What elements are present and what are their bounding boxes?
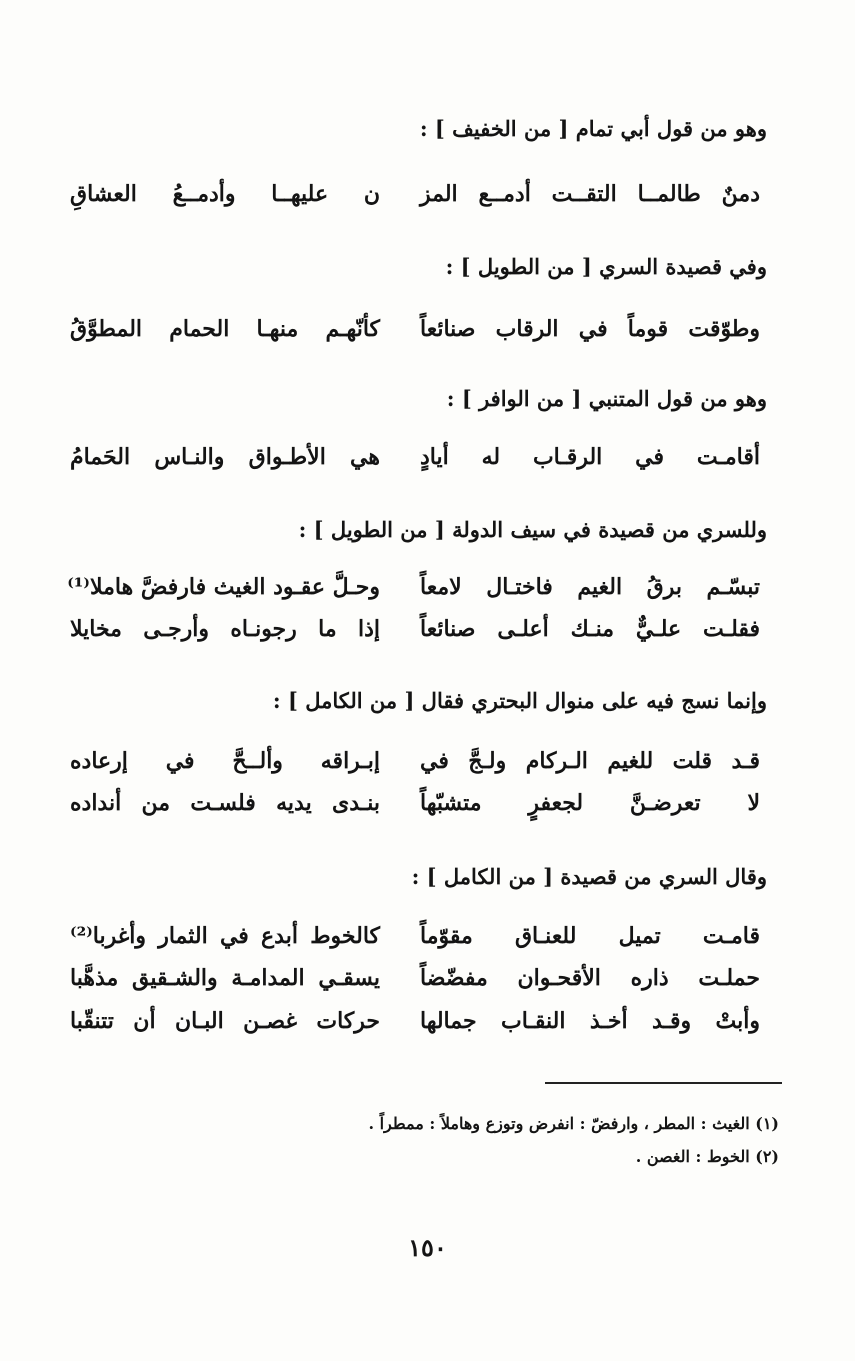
- section-intro: وللسري من قصيدة في سيف الدولة [ من الطويل ] :: [298, 517, 767, 542]
- verse-first-hemistich: أقامـت في الرقـاب له أيادٍ: [420, 444, 760, 470]
- verse-second-hemistich: وحـلَّ عقـود الغيث فارفضَّ هاملا⁽¹⁾: [67, 574, 380, 600]
- verse-first-hemistich: فقلـت علـيٌّ منـك أعلـى صنائعاً: [420, 616, 760, 642]
- verse-first-hemistich: تبسّـم برقُ الغيم فاختـال لامعاً: [420, 574, 760, 600]
- page-number: ١٥٠: [408, 1233, 447, 1262]
- verse-first-hemistich: وأبتْ وقـد أخـذ النقـاب جمالها: [420, 1008, 760, 1034]
- verse-line: [70, 444, 760, 478]
- footnote: (١) الغيث : المطر ، وارفضّ : انفرض وتوزع وهاملاً : ممطراً .: [368, 1114, 779, 1133]
- verse-second-hemistich: حركات غصـن البـان أن تتنقّبا: [70, 1008, 380, 1034]
- verse-first-hemistich: وطوّقت قوماً في الرقاب صنائعاً: [420, 316, 760, 342]
- footnote-separator: [545, 1082, 782, 1084]
- verse-line: [70, 181, 760, 215]
- verse-first-hemistich: حملـت ذاره الأقحـوان مفضّضاً: [420, 965, 760, 991]
- verse-second-hemistich: هي الأطـواق والنـاس الحَمامُ: [70, 444, 380, 470]
- verse-second-hemistich: إبـراقه وألــحَّ في إرعاده: [70, 748, 380, 774]
- verse-first-hemistich: دمنٌ طالمــا التقــت أدمــع المز: [420, 181, 760, 207]
- footnote: (٢) الخوط : الغصن .: [635, 1147, 779, 1166]
- verse-line: [70, 316, 760, 350]
- verse-line: [70, 1008, 760, 1042]
- section-intro: وهو من قول المتنبي [ من الوافر ] :: [446, 386, 767, 411]
- verse-second-hemistich: بنـدى يديه فلسـت من أنداده: [70, 790, 380, 816]
- section-intro: وفي قصيدة السري [ من الطويل ] :: [445, 254, 767, 279]
- verse-first-hemistich: لا تعرضـنَّ لجعفرٍ متشبّهاً: [420, 790, 760, 816]
- verse-second-hemistich: كأنّهـم منهـا الحمام المطوَّقُ: [70, 316, 380, 342]
- verse-line: [67, 574, 760, 608]
- verse-second-hemistich: إذا ما رجونـاه وأرجـى مخايلا: [70, 616, 380, 642]
- section-intro: وقال السري من قصيدة [ من الكامل ] :: [411, 864, 767, 889]
- verse-line: [70, 923, 760, 957]
- verse-second-hemistich: يسقـي المدامـة والشـقيق مذهَّبا: [70, 965, 380, 991]
- verse-second-hemistich: كالخوط أبدع في الثمار وأغربا⁽²⁾: [70, 923, 380, 949]
- verse-first-hemistich: قامـت تميل للعنـاق مقوّماً: [420, 923, 760, 949]
- verse-second-hemistich: ن عليهــا وأدمــعُ العشاقِ: [70, 181, 380, 207]
- section-intro: وإنما نسج فيه على منوال البحتري فقال [ من الكامل ] :: [272, 688, 767, 713]
- verse-first-hemistich: قـد قلت للغيم الـركام ولـجَّ في: [420, 748, 760, 774]
- verse-line: [70, 616, 760, 650]
- verse-line: [70, 965, 760, 999]
- verse-line: [70, 790, 760, 824]
- verse-line: [70, 748, 760, 782]
- section-intro: وهو من قول أبي تمام [ من الخفيف ] :: [419, 116, 767, 141]
